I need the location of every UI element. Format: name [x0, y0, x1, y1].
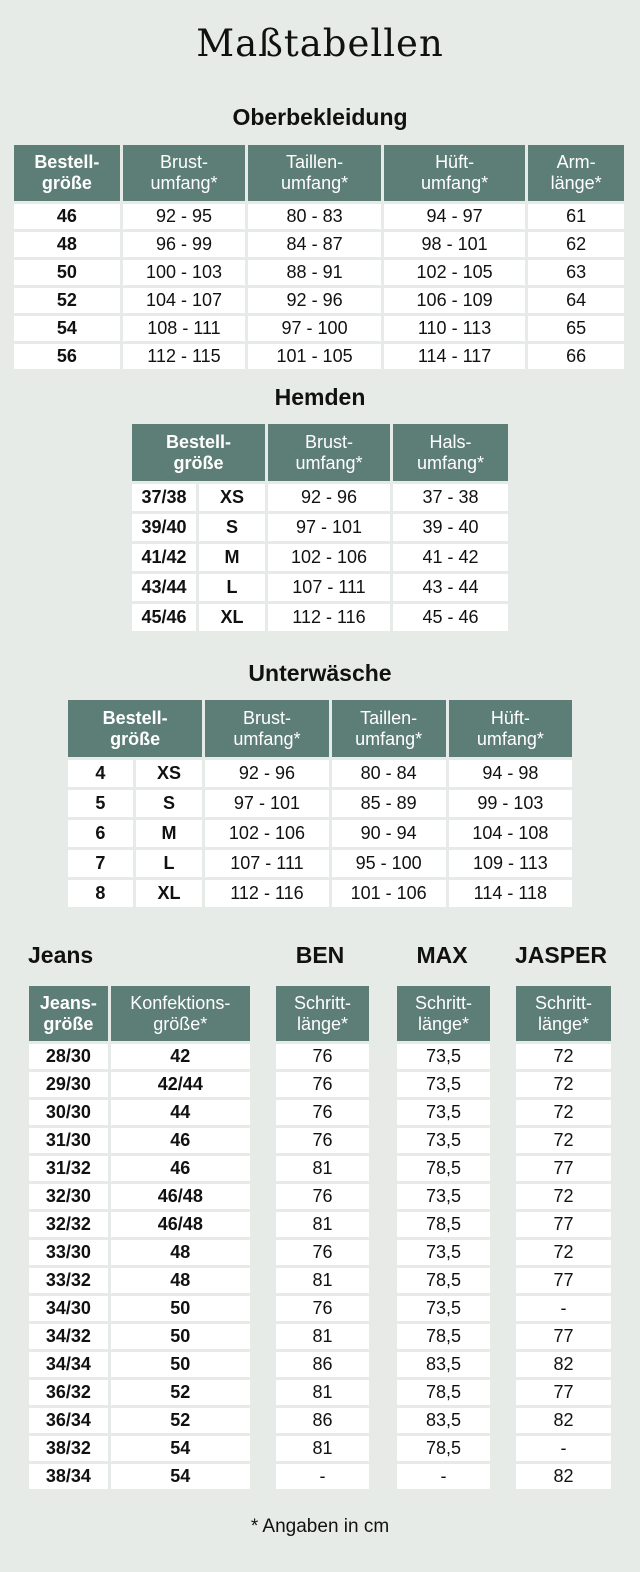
table-cell: 73,5 [397, 1044, 490, 1069]
table-cell: 50 [111, 1352, 250, 1377]
column-spacer [372, 1100, 394, 1125]
table-cell: 90 - 94 [332, 820, 446, 847]
table-row [132, 544, 508, 571]
table-cell: 92 - 95 [123, 204, 246, 229]
table-cell: 92 - 96 [248, 288, 381, 313]
column-spacer [372, 1352, 394, 1377]
footnote: * Angaben in cm [250, 1516, 390, 1537]
table-cell: 41/42 [132, 544, 196, 571]
jeans-body [29, 1044, 611, 1489]
table-row [132, 514, 508, 541]
table-row [29, 1212, 611, 1237]
table-cell: 7 [68, 850, 133, 877]
table-cell: 73,5 [397, 1100, 490, 1125]
jeans-model-jasper: JASPER [514, 942, 608, 968]
table-row [29, 1184, 611, 1209]
table-cell: 44 [111, 1100, 250, 1125]
column-spacer [372, 986, 394, 1041]
table-cell: 61 [528, 204, 624, 229]
table-cell: 114 - 118 [449, 880, 572, 907]
table-cell: 34/32 [29, 1324, 108, 1349]
table-cell: 28/30 [29, 1044, 108, 1069]
column-spacer [493, 1268, 513, 1293]
column-header: Bestell- größe [14, 145, 120, 201]
table-cell: 96 - 99 [123, 232, 246, 257]
table-cell: 102 - 106 [268, 544, 390, 571]
table-cell: 37/38 [132, 484, 196, 511]
table-row [29, 1436, 611, 1461]
table-cell: 39 - 40 [393, 514, 508, 541]
table-cell: 72 [516, 1184, 611, 1209]
column-spacer [253, 1268, 273, 1293]
table-cell: 52 [14, 288, 120, 313]
table-cell: 73,5 [397, 1128, 490, 1153]
column-spacer [372, 1268, 394, 1293]
table-cell: 45 - 46 [393, 604, 508, 631]
table-cell: 104 - 108 [449, 820, 572, 847]
table-row [29, 1268, 611, 1293]
oberbekleidung-title: Oberbekleidung [232, 104, 408, 130]
column-spacer [253, 1212, 273, 1237]
table-cell: 52 [111, 1408, 250, 1433]
table-cell: 66 [528, 344, 624, 369]
table-row [29, 1380, 611, 1405]
table-cell: 42/44 [111, 1072, 250, 1097]
table-cell: 34/30 [29, 1296, 108, 1321]
table-cell: 73,5 [397, 1184, 490, 1209]
column-header: Hals- umfang* [393, 424, 508, 481]
table-cell: 80 - 83 [248, 204, 381, 229]
table-row [29, 1128, 611, 1153]
table-cell: 97 - 100 [248, 316, 381, 341]
table-row [29, 1156, 611, 1181]
table-cell: 78,5 [397, 1380, 490, 1405]
column-spacer [493, 1324, 513, 1349]
column-spacer [253, 1156, 273, 1181]
column-spacer [253, 1072, 273, 1097]
column-spacer [493, 1436, 513, 1461]
table-cell: 86 [276, 1408, 369, 1433]
column-spacer [372, 1156, 394, 1181]
column-spacer [253, 1408, 273, 1433]
column-spacer [253, 1436, 273, 1461]
column-spacer [493, 1464, 513, 1489]
table-cell: 104 - 107 [123, 288, 246, 313]
column-spacer [493, 1184, 513, 1209]
table-cell: - [516, 1296, 611, 1321]
column-spacer [253, 1464, 273, 1489]
table-row [29, 1100, 611, 1125]
column-spacer [372, 1184, 394, 1209]
column-spacer [493, 1100, 513, 1125]
table-cell: 36/32 [29, 1380, 108, 1405]
column-spacer [372, 1044, 394, 1069]
table-cell: 100 - 103 [123, 260, 246, 285]
oberbekleidung-table [11, 142, 627, 372]
table-row [14, 232, 624, 257]
column-spacer [372, 1380, 394, 1405]
column-spacer [253, 1044, 273, 1069]
column-spacer [493, 1380, 513, 1405]
table-cell: 31/32 [29, 1156, 108, 1181]
table-cell: 102 - 105 [384, 260, 525, 285]
oberbekleidung-body [14, 204, 624, 369]
table-cell: 48 [14, 232, 120, 257]
table-cell: 34/34 [29, 1352, 108, 1377]
column-spacer [493, 1128, 513, 1153]
table-cell: 54 [111, 1436, 250, 1461]
table-cell: 83,5 [397, 1352, 490, 1377]
table-row [29, 1352, 611, 1377]
column-spacer [372, 1324, 394, 1349]
table-cell: 78,5 [397, 1268, 490, 1293]
table-cell: 97 - 101 [268, 514, 390, 541]
table-row [29, 1240, 611, 1265]
table-cell: - [516, 1436, 611, 1461]
table-cell: 30/30 [29, 1100, 108, 1125]
table-cell: 46/48 [111, 1212, 250, 1237]
table-cell: 112 - 116 [205, 880, 328, 907]
table-row [132, 574, 508, 601]
table-cell: 73,5 [397, 1240, 490, 1265]
table-row [29, 1464, 611, 1489]
table-cell: 72 [516, 1128, 611, 1153]
hemden-body [132, 484, 508, 631]
table-cell: 54 [14, 316, 120, 341]
table-cell: 77 [516, 1380, 611, 1405]
column-header: Taillen- umfang* [332, 700, 446, 757]
table-row [132, 484, 508, 511]
column-header: Brust- umfang* [268, 424, 390, 481]
table-cell: 95 - 100 [332, 850, 446, 877]
table-cell: XL [136, 880, 203, 907]
table-cell: 72 [516, 1044, 611, 1069]
jeans-header-row [29, 986, 611, 1041]
table-cell: 81 [276, 1212, 369, 1237]
table-row [68, 790, 572, 817]
table-row [68, 820, 572, 847]
table-cell: XL [199, 604, 265, 631]
table-cell: 43 - 44 [393, 574, 508, 601]
table-cell: 31/30 [29, 1128, 108, 1153]
table-cell: 102 - 106 [205, 820, 328, 847]
table-cell: 76 [276, 1072, 369, 1097]
table-cell: 64 [528, 288, 624, 313]
column-spacer [253, 1324, 273, 1349]
table-cell: 112 - 116 [268, 604, 390, 631]
table-cell: 82 [516, 1464, 611, 1489]
table-cell: 101 - 105 [248, 344, 381, 369]
column-spacer [253, 1184, 273, 1209]
table-row [14, 316, 624, 341]
unterwaesche-table [65, 697, 575, 910]
table-cell: 76 [276, 1044, 369, 1069]
table-cell: 46 [111, 1156, 250, 1181]
column-spacer [493, 1156, 513, 1181]
column-spacer [372, 1240, 394, 1265]
table-cell: 109 - 113 [449, 850, 572, 877]
table-cell: XS [199, 484, 265, 511]
table-cell: M [199, 544, 265, 571]
table-cell: 107 - 111 [205, 850, 328, 877]
column-spacer [253, 1240, 273, 1265]
table-cell: 33/30 [29, 1240, 108, 1265]
table-cell: 98 - 101 [384, 232, 525, 257]
table-cell: 97 - 101 [205, 790, 328, 817]
column-spacer [372, 1128, 394, 1153]
table-cell: 82 [516, 1408, 611, 1433]
table-cell: S [199, 514, 265, 541]
column-spacer [372, 1212, 394, 1237]
table-cell: 83,5 [397, 1408, 490, 1433]
jeans-title: Jeans [28, 942, 94, 968]
table-cell: 101 - 106 [332, 880, 446, 907]
table-cell: 46 [111, 1128, 250, 1153]
table-cell: 45/46 [132, 604, 196, 631]
table-cell: 81 [276, 1156, 369, 1181]
column-header: Schritt- länge* [397, 986, 490, 1041]
table-cell: 81 [276, 1436, 369, 1461]
table-cell: 63 [528, 260, 624, 285]
table-row [14, 344, 624, 369]
table-cell: 77 [516, 1212, 611, 1237]
table-cell: 78,5 [397, 1156, 490, 1181]
column-spacer [493, 1352, 513, 1377]
table-cell: 48 [111, 1240, 250, 1265]
table-cell: 38/32 [29, 1436, 108, 1461]
column-header: Hüft- umfang* [384, 145, 525, 201]
column-header: Taillen- umfang* [248, 145, 381, 201]
table-cell: 38/34 [29, 1464, 108, 1489]
column-spacer [372, 1408, 394, 1433]
table-cell: 110 - 113 [384, 316, 525, 341]
unterwaesche-header-row [68, 700, 572, 757]
column-header: Hüft- umfang* [449, 700, 572, 757]
jeans-model-max: MAX [416, 942, 468, 968]
column-spacer [253, 1128, 273, 1153]
column-spacer [372, 1436, 394, 1461]
column-spacer [253, 1352, 273, 1377]
table-cell: 48 [111, 1268, 250, 1293]
column-spacer [253, 1296, 273, 1321]
table-cell: 56 [14, 344, 120, 369]
table-cell: 82 [516, 1352, 611, 1377]
table-cell: 54 [111, 1464, 250, 1489]
column-spacer [253, 986, 273, 1041]
table-cell: L [199, 574, 265, 601]
table-cell: 29/30 [29, 1072, 108, 1097]
table-row [68, 880, 572, 907]
column-spacer [493, 1408, 513, 1433]
table-cell: 94 - 97 [384, 204, 525, 229]
page-title: Maßtabellen [196, 22, 444, 65]
table-cell: 42 [111, 1044, 250, 1069]
table-cell: 108 - 111 [123, 316, 246, 341]
table-row [68, 760, 572, 787]
table-cell: 73,5 [397, 1072, 490, 1097]
table-cell: 88 - 91 [248, 260, 381, 285]
table-cell: 73,5 [397, 1296, 490, 1321]
table-row [14, 288, 624, 313]
table-row [29, 1408, 611, 1433]
table-cell: 112 - 115 [123, 344, 246, 369]
column-spacer [372, 1464, 394, 1489]
column-spacer [493, 1044, 513, 1069]
column-spacer [372, 1296, 394, 1321]
table-cell: 52 [111, 1380, 250, 1405]
hemden-title: Hemden [274, 384, 366, 410]
table-cell: - [397, 1464, 490, 1489]
table-cell: 33/32 [29, 1268, 108, 1293]
table-cell: M [136, 820, 203, 847]
table-cell: 77 [516, 1324, 611, 1349]
table-cell: 86 [276, 1352, 369, 1377]
table-cell: 50 [111, 1324, 250, 1349]
table-cell: 76 [276, 1128, 369, 1153]
table-cell: 106 - 109 [384, 288, 525, 313]
table-cell: 99 - 103 [449, 790, 572, 817]
oberbekleidung-header-row [14, 145, 624, 201]
table-cell: 114 - 117 [384, 344, 525, 369]
table-cell: 46 [14, 204, 120, 229]
table-cell: 6 [68, 820, 133, 847]
column-header: Arm- länge* [528, 145, 624, 201]
column-spacer [493, 986, 513, 1041]
table-row [132, 604, 508, 631]
table-cell: 85 - 89 [332, 790, 446, 817]
table-cell: 46/48 [111, 1184, 250, 1209]
column-spacer [493, 1072, 513, 1097]
table-cell: 32/30 [29, 1184, 108, 1209]
column-spacer [493, 1212, 513, 1237]
table-cell: 77 [516, 1156, 611, 1181]
column-header: Brust- umfang* [205, 700, 328, 757]
table-cell: 76 [276, 1296, 369, 1321]
table-cell: 62 [528, 232, 624, 257]
table-cell: 81 [276, 1380, 369, 1405]
table-cell: 94 - 98 [449, 760, 572, 787]
table-cell: 50 [14, 260, 120, 285]
table-cell: 78,5 [397, 1436, 490, 1461]
table-cell: 72 [516, 1100, 611, 1125]
column-header: Jeans- größe [29, 986, 108, 1041]
table-cell: 76 [276, 1184, 369, 1209]
table-cell: 8 [68, 880, 133, 907]
table-cell: 72 [516, 1072, 611, 1097]
column-header: Bestell- größe [68, 700, 202, 757]
table-cell: L [136, 850, 203, 877]
jeans-table [26, 983, 614, 1492]
table-cell: 92 - 96 [268, 484, 390, 511]
table-cell: 37 - 38 [393, 484, 508, 511]
column-header: Schritt- länge* [276, 986, 369, 1041]
column-spacer [493, 1296, 513, 1321]
column-spacer [253, 1100, 273, 1125]
table-cell: 41 - 42 [393, 544, 508, 571]
table-cell: 50 [111, 1296, 250, 1321]
table-row [29, 1296, 611, 1321]
table-cell: 76 [276, 1240, 369, 1265]
column-header: Bestell- größe [132, 424, 265, 481]
table-cell: 107 - 111 [268, 574, 390, 601]
table-cell: 4 [68, 760, 133, 787]
table-row [29, 1044, 611, 1069]
table-cell: 78,5 [397, 1324, 490, 1349]
column-spacer [372, 1072, 394, 1097]
unterwaesche-title: Unterwäsche [248, 660, 392, 686]
table-cell: S [136, 790, 203, 817]
table-row [14, 204, 624, 229]
hemden-header-row [132, 424, 508, 481]
table-row [68, 850, 572, 877]
table-cell: 78,5 [397, 1212, 490, 1237]
table-cell: 84 - 87 [248, 232, 381, 257]
table-cell: XS [136, 760, 203, 787]
hemden-table [129, 421, 511, 634]
table-cell: 65 [528, 316, 624, 341]
table-cell: 43/44 [132, 574, 196, 601]
table-cell: 36/34 [29, 1408, 108, 1433]
table-cell: - [276, 1464, 369, 1489]
table-cell: 80 - 84 [332, 760, 446, 787]
table-cell: 81 [276, 1324, 369, 1349]
column-header: Brust- umfang* [123, 145, 246, 201]
table-cell: 76 [276, 1100, 369, 1125]
column-header: Schritt- länge* [516, 986, 611, 1041]
table-cell: 72 [516, 1240, 611, 1265]
column-spacer [493, 1240, 513, 1265]
column-spacer [253, 1380, 273, 1405]
table-cell: 5 [68, 790, 133, 817]
table-cell: 32/32 [29, 1212, 108, 1237]
column-header: Konfektions- größe* [111, 986, 250, 1041]
table-cell: 39/40 [132, 514, 196, 541]
table-cell: 81 [276, 1268, 369, 1293]
table-cell: 77 [516, 1268, 611, 1293]
table-row [14, 260, 624, 285]
jeans-model-ben: BEN [295, 942, 345, 968]
table-row [29, 1324, 611, 1349]
table-row [29, 1072, 611, 1097]
table-cell: 92 - 96 [205, 760, 328, 787]
unterwaesche-body [68, 760, 572, 907]
